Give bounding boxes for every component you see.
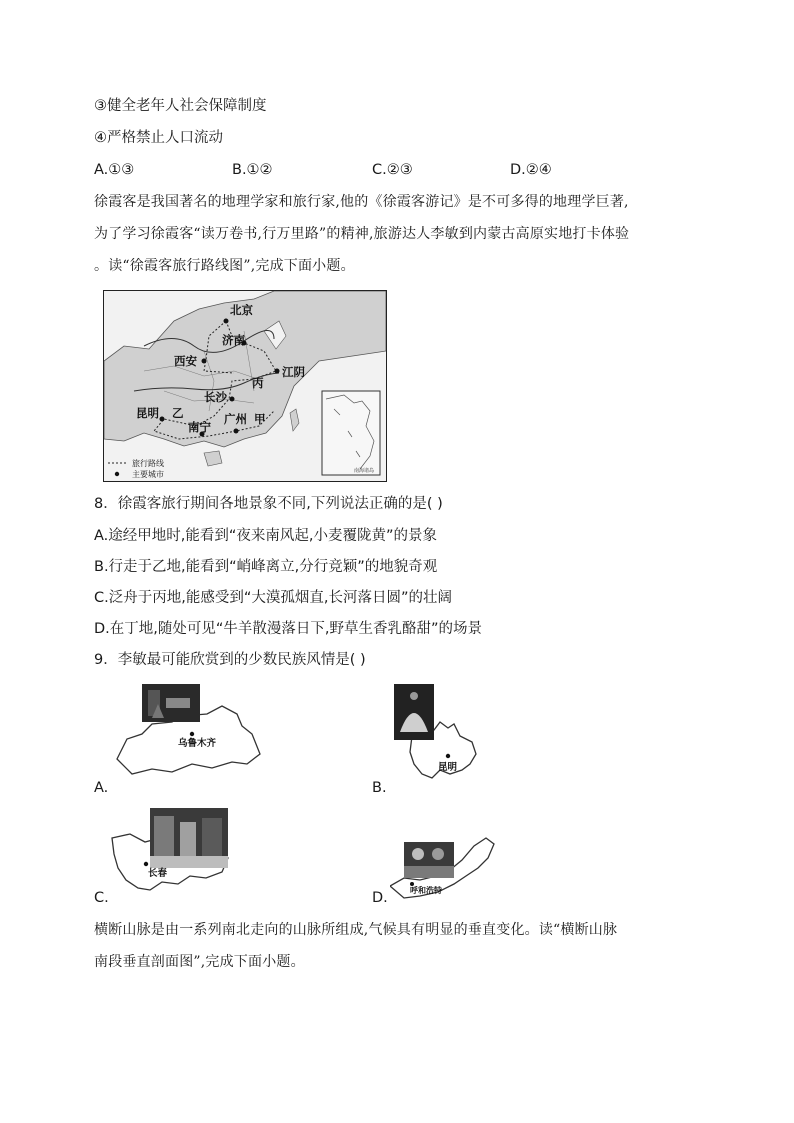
city-dot-jiangyin [275, 369, 280, 374]
prev-option-c[interactable]: C.②③ [372, 162, 413, 178]
legend-city-symbol [115, 472, 119, 476]
label-changsha: 长沙 [204, 390, 227, 404]
q9-option-c-label[interactable]: C. [94, 890, 109, 906]
q9-figure-d-svg [390, 830, 495, 902]
city-dot-xian [202, 359, 207, 364]
label-jia: 甲 [254, 412, 266, 426]
prev-item-4: ④严格禁止人口流动 [94, 130, 223, 146]
prev-option-b[interactable]: B.①② [232, 162, 273, 178]
city-dot-beijing [224, 319, 229, 324]
urumqi-label: 乌鲁木齐 [178, 738, 217, 749]
hohhot-label: 呼和浩特 [410, 886, 442, 895]
intro2-line2: 南段垂直剖面图”,完成下面小题。 [94, 954, 305, 970]
q9-figure-b-svg [392, 684, 482, 784]
label-nanning: 南宁 [188, 420, 211, 434]
q8-option-c[interactable]: C.泛舟于丙地,能感受到“大漠孤烟直,长河落日圆”的壮阔 [94, 590, 452, 606]
intro1-line3: 。读“徐霞客旅行路线图”,完成下面小题。 [94, 258, 355, 274]
q9-figure-d[interactable] [390, 830, 495, 902]
q9-option-a-label[interactable]: A. [94, 780, 109, 796]
city-dot-changsha [230, 397, 235, 402]
q8-option-d[interactable]: D.在丁地,随处可见“牛羊散漫落日下,野草生香乳酪甜”的场景 [94, 621, 483, 637]
q8-stem: 8．徐霞客旅行期间各地景象不同,下列说法正确的是( ) [94, 496, 443, 512]
taiwan-island [290, 409, 299, 431]
q9-figure-b[interactable] [392, 684, 482, 784]
label-jiangyin: 江阴 [282, 365, 305, 379]
q9-stem: 9．李敏最可能欣赏到的少数民族风情是( ) [94, 652, 366, 668]
prev-item-3: ③健全老年人社会保障制度 [94, 98, 267, 114]
south-china-sea-inset [322, 391, 380, 475]
intro1-line2: 为了学习徐霞客“读万卷书,行万里路”的精神,旅游达人李敏到内蒙古高原实地打卡体验 [94, 226, 630, 242]
label-kunming: 昆明 [136, 406, 159, 420]
label-bing: 丙 [252, 376, 264, 390]
label-xian: 西安 [174, 354, 197, 368]
city-dot-guangzhou [234, 429, 239, 434]
label-jinan: 济南 [222, 333, 245, 347]
prev-option-d[interactable]: D.②④ [510, 162, 552, 178]
label-yi: 乙 [172, 406, 184, 420]
q9-figure-c[interactable] [110, 808, 232, 906]
q9-figure-c-svg [110, 808, 232, 906]
legend-route-label: 旅行路线 [132, 459, 164, 468]
travel-route-map [103, 290, 387, 482]
legend-city-label: 主要城市 [132, 470, 164, 479]
label-guangzhou: 广州 [224, 412, 247, 426]
hainan-island [204, 451, 222, 466]
intro1-line1: 徐霞客是我国著名的地理学家和旅行家,他的《徐霞客游记》是不可多得的地理学巨著, [94, 194, 629, 210]
intro2-line1: 横断山脉是由一系列南北走向的山脉所组成,气候具有明显的垂直变化。读“横断山脉 [94, 922, 618, 938]
city-dot-urumqi [190, 732, 194, 736]
city-dot-kunming-b [446, 754, 450, 758]
label-beijing: 北京 [230, 303, 253, 317]
q9-figure-a[interactable] [112, 684, 262, 784]
q9-option-b-label[interactable]: B. [372, 780, 387, 796]
q8-option-a[interactable]: A.途经甲地时,能看到“夜来南风起,小麦覆陇黄”的景象 [94, 528, 438, 544]
city-dot-kunming [160, 417, 165, 422]
route-map-svg [104, 291, 386, 481]
q9-option-d-label[interactable]: D. [372, 890, 388, 906]
q9-figure-a-svg [112, 684, 262, 784]
kunming-label: 昆明 [438, 762, 458, 773]
city-dot-changchun [144, 862, 148, 866]
inset-label: 南海诸岛 [354, 468, 375, 474]
changchun-label: 长春 [148, 868, 168, 879]
prev-option-a[interactable]: A.①③ [94, 162, 135, 178]
q8-option-b[interactable]: B.行走于乙地,能看到“峭峰离立,分行竞颖”的地貌奇观 [94, 559, 438, 575]
